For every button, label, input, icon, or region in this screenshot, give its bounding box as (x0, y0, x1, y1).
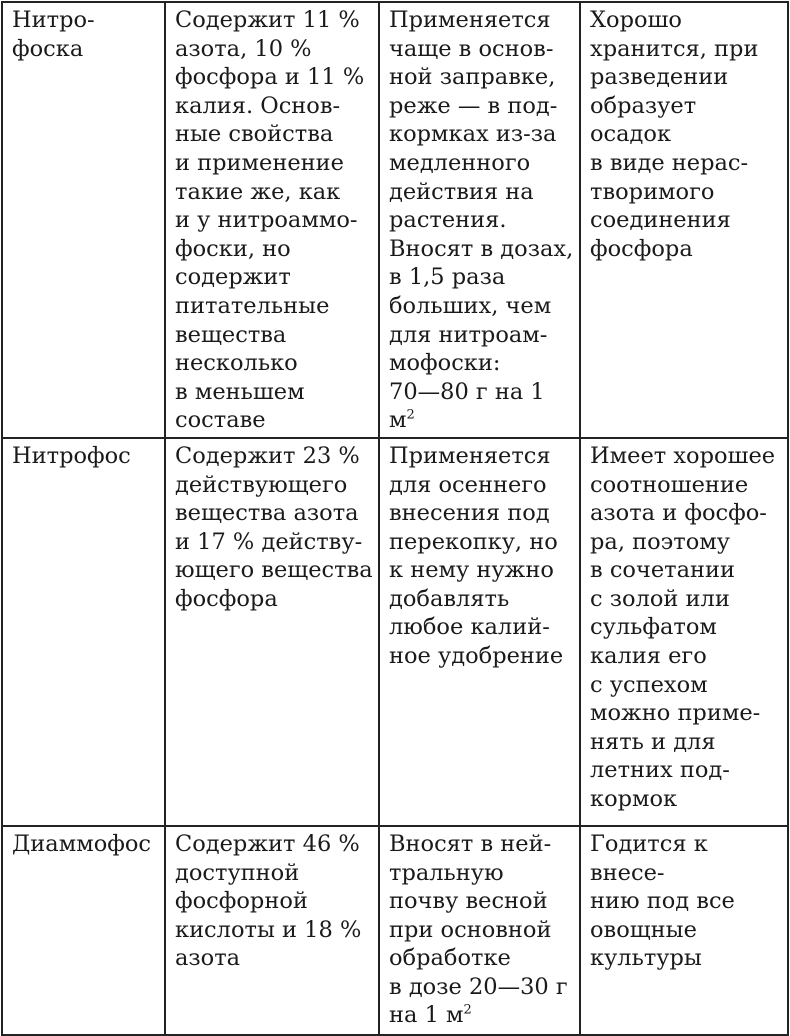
fertilizer-name-cell: Диаммофос (2, 826, 165, 1035)
square-superscript: 2 (406, 407, 415, 423)
application-text: Вносят в ней- тральную почву весной при основной обработке в дозе 20—30 г на 1 м (389, 830, 568, 1029)
notes-cell: Годится к внесе- нию под все овощные культуры (580, 826, 788, 1035)
square-superscript: 2 (463, 1002, 472, 1018)
fertilizer-table (1, 1, 789, 1036)
application-cell (379, 826, 580, 1035)
table-row (2, 438, 788, 826)
application-cell (379, 2, 580, 438)
table-row (2, 2, 788, 438)
composition-cell: Содержит 11 % азота, 10 % фосфора и 11 % калия. Основ- ные свойства и применение такие же, как и у нитроаммо- фоски, но содержит питательные вещества несколько в меньшем составе (165, 2, 379, 438)
table-row (2, 826, 788, 1035)
fertilizer-name-cell: Нитрофос (2, 438, 165, 826)
notes-cell: Имеет хорошее соотношение азота и фосфо- ра, поэтому в сочетании с золой или сульфатом калия его с успехом можно приме- нять и для летних под- кормок (580, 438, 788, 826)
application-text: Применяется чаще в основ- ной заправке, реже — в под- кормках из-за медленного действия на растения. Вносят в дозах, в 1,5 раза больших, чем для нитроам- мофоски: 70—80 г на 1 м (389, 7, 574, 434)
application-cell: Применяется для осеннего внесения под перекопку, но к нему нужно добавлять любое калий- ное удобрение (379, 438, 580, 826)
notes-cell: Хорошо хранится, при разведении образует осадок в виде нерас- творимого соединения фосфора (580, 2, 788, 438)
fertilizer-name-cell: Нитро- фоска (2, 2, 165, 438)
composition-cell: Содержит 46 % доступной фосфорной кислоты и 18 % азота (165, 826, 379, 1035)
composition-cell: Содержит 23 % действующего вещества азота и 17 % действу- ющего вещества фосфора (165, 438, 379, 826)
